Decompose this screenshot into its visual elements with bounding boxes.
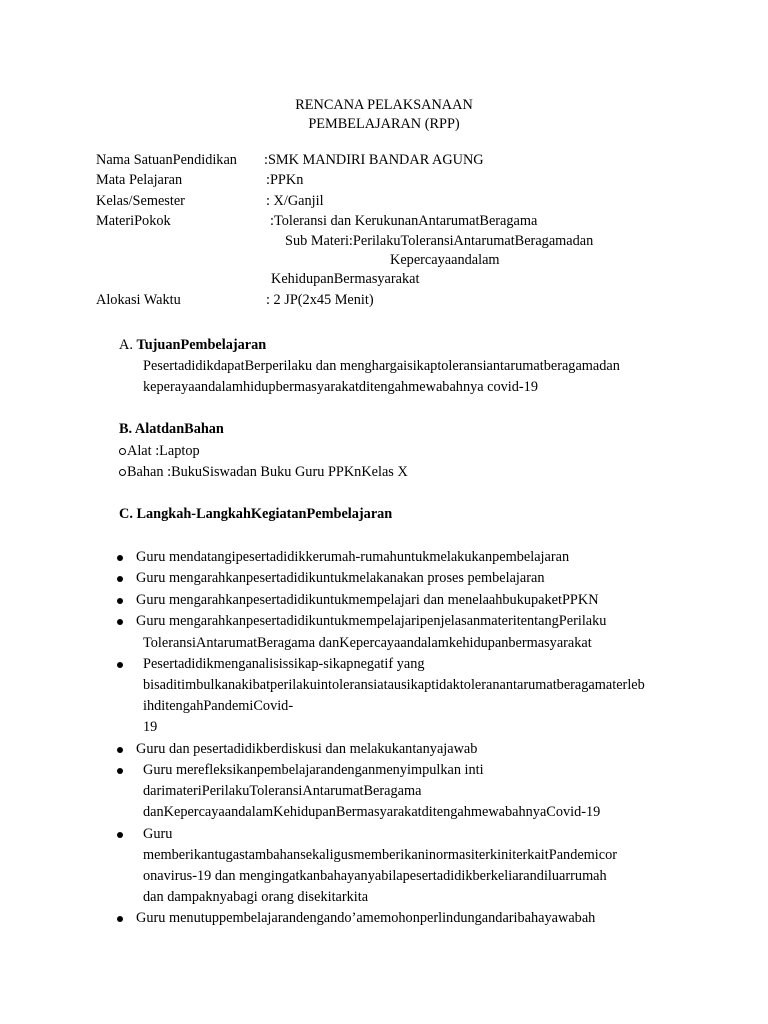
step-8-line-2: memberikantugastambahansekaligusmemberikaninormasiterkiniterkaitPandemicor <box>143 847 618 863</box>
step-9-line-1: Guru menutuppembelajarandengando’amemohonperlindungandaribahayawabah <box>136 910 596 926</box>
bullet-icon <box>117 655 123 674</box>
step-7-line-3: danKepercayaandalamKehidupanBermasyarakatditengahmewabahnyaCovid-19 <box>143 804 601 820</box>
label-materi-pokok: MateriPokok <box>96 213 171 229</box>
sub-materi-line-1: Sub Materi:PerilakuToleransiAntarumatBeragamadan <box>285 233 594 249</box>
step-2-line-1: Guru mengarahkanpesertadidikuntukmelakanakan proses pembelajaran <box>136 570 545 586</box>
circle-bullet-icon <box>119 448 126 455</box>
sub-materi-line-2: Kepercayaandalam <box>390 252 500 268</box>
step-7-line-1: Guru merefleksikanpembelajarandenganmenyimpulkan inti <box>143 762 484 778</box>
bullet-icon <box>117 825 123 844</box>
label-satuan-pendidikan: Nama SatuanPendidikan <box>96 152 237 168</box>
section-a-heading <box>119 336 266 355</box>
step-4-line-1: Guru mengarahkanpesertadidikuntukmempelajaripenjelasanmateritentangPerilaku <box>136 613 607 629</box>
label-alokasi-waktu: Alokasi Waktu <box>96 292 181 308</box>
list-item-alat-text: Alat :Laptop <box>127 443 200 459</box>
step-5-line-4: 19 <box>143 719 158 735</box>
value-kelas-semester: : X/Ganjil <box>266 193 324 209</box>
section-c-heading: C. Langkah-LangkahKegiatanPembelajaran <box>119 506 393 522</box>
list-item-bahan-text: Bahan :BukuSiswadan Buku Guru PPKnKelas X <box>127 464 408 480</box>
document-title-line-2: PEMBELAJARAN (RPP) <box>308 116 460 132</box>
section-a-text-line-1: PesertadidikdapatBerperilaku dan menghargaisikaptoleransiantarumatberagamadan <box>143 358 620 374</box>
value-mata-pelajaran: :PPKn <box>266 172 304 188</box>
value-alokasi-waktu: : 2 JP(2x45 Menit) <box>266 292 374 308</box>
bullet-icon <box>117 591 123 610</box>
step-5-line-2: bisaditimbulkanakibatperilakuintoleransiatausikaptidaktoleranantarumatberagamaterleb <box>143 677 645 693</box>
bullet-icon <box>117 761 123 780</box>
bullet-icon <box>117 612 123 631</box>
bullet-icon <box>117 569 123 588</box>
step-6-line-1: Guru dan pesertadidikberdiskusi dan melakukantanyajawab <box>136 741 478 757</box>
bullet-icon <box>117 548 123 567</box>
list-item-bahan <box>119 463 408 482</box>
label-mata-pelajaran: Mata Pelajaran <box>96 172 183 188</box>
step-8-line-1: Guru <box>143 826 173 842</box>
label-kelas-semester: Kelas/Semester <box>96 193 185 209</box>
sub-materi-line-3: KehidupanBermasyarakat <box>271 271 420 287</box>
section-a-title: TujuanPembelajaran <box>136 337 267 353</box>
section-a-prefix: A. <box>119 337 137 353</box>
step-8-line-4: dan dampaknyabagi orang disekitarkita <box>143 889 369 905</box>
step-1-line-1: Guru mendatangipesertadidikkerumah-rumahuntukmelakukanpembelajaran <box>136 549 570 565</box>
step-5-line-3: ihditengahPandemiCovid- <box>143 698 294 714</box>
bullet-icon <box>117 909 123 928</box>
section-a-text-line-2: keperayaandalamhidupbermasyarakatditengahmewabahnya covid-19 <box>143 379 538 395</box>
step-5-line-1: Pesertadidikmenganalisissikap-sikapnegatif yang <box>143 656 425 672</box>
list-item-alat <box>119 442 200 461</box>
step-3-line-1: Guru mengarahkanpesertadidikuntukmempelajari dan menelaahbukupaketPPKN <box>136 592 599 608</box>
value-satuan-pendidikan: :SMK MANDIRI BANDAR AGUNG <box>264 152 484 168</box>
bullet-icon <box>117 740 123 759</box>
value-materi-pokok: :Toleransi dan KerukunanAntarumatBeragama <box>270 213 538 229</box>
circle-bullet-icon <box>119 469 126 476</box>
step-8-line-3: onavirus-19 dan mengingatkanbahayanyabilapesertadidikberkeliarandiluarrumah <box>143 868 607 884</box>
step-7-line-2: darimateriPerilakuToleransiAntarumatBeragama <box>143 783 422 799</box>
section-b-heading: B. AlatdanBahan <box>119 421 224 437</box>
step-4-line-2: ToleransiAntarumatBeragama danKepercayaandalamkehidupanbermasyarakat <box>143 635 592 651</box>
document-title-line-1: RENCANA PELAKSANAAN <box>295 97 473 113</box>
